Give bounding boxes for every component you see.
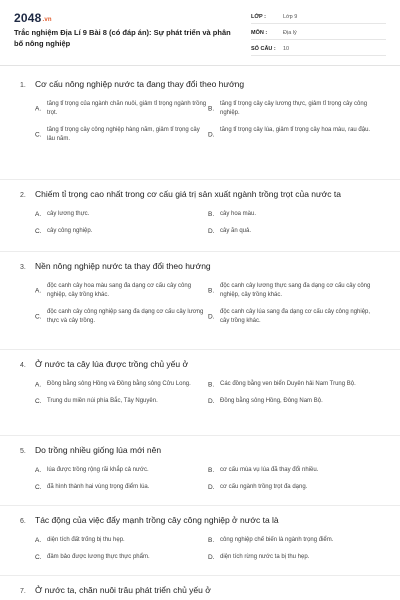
logo-tld: .vn (42, 17, 52, 23)
question-3 (0, 252, 400, 350)
site-logo[interactable] (14, 11, 52, 25)
question-6 (0, 506, 400, 576)
page-title: Trắc nghiệm Địa Lí 9 Bài 8 (có đáp án): Sự phát triển và phân bố nông nghiệp (14, 28, 231, 48)
meta-label: MÔN : (251, 30, 268, 36)
option-text: Đồng bằng sông Hồng, Đông Nam Bộ. (220, 398, 323, 404)
option-c[interactable] (35, 308, 208, 326)
option-text: cây hoa màu. (220, 211, 257, 217)
logo-main: 2048 (14, 11, 42, 25)
option-a[interactable] (35, 210, 208, 219)
option-letter: B. (208, 105, 215, 113)
question-number: 2. (20, 192, 26, 199)
option-letter: C. (35, 313, 42, 321)
option-letter: A. (35, 287, 42, 295)
option-text: Các đồng bằng ven biển Duyên hải Nam Trung Bộ. (220, 381, 356, 387)
option-text: lúa được trồng rộng rãi khắp cả nước. (47, 467, 149, 473)
option-letter: A. (35, 467, 42, 474)
option-letter: A. (35, 537, 42, 544)
option-text: diện tích đất trống bị thu hẹp. (47, 537, 125, 543)
meta-label: SỐ CÂU : (251, 46, 276, 52)
option-letter: C. (35, 131, 42, 139)
option-letter: B. (208, 467, 215, 474)
option-text: Trung du miền núi phía Bắc, Tây Nguyên. (47, 398, 158, 404)
option-a[interactable] (35, 536, 208, 545)
option-letter: D. (208, 313, 215, 321)
option-text: Đồng bằng sông Hồng và Đồng bằng sông Cửu Long. (47, 381, 191, 387)
option-letter: A. (35, 211, 42, 218)
option-a[interactable] (35, 466, 208, 475)
option-text: tăng tỉ trọng của ngành chăn nuôi, giảm tỉ trọng ngành trồng trọt. (47, 101, 207, 116)
meta-row-count (251, 43, 386, 56)
question-list (0, 76, 400, 600)
meta-value: Lớp 9 (283, 14, 298, 20)
option-d[interactable] (208, 308, 381, 326)
meta-row-class (251, 11, 386, 24)
question-text: Tác động của việc đẩy mạnh trồng cây công nghiệp ở nước ta là (35, 515, 279, 525)
option-letter: B. (208, 287, 215, 295)
page-header (0, 0, 400, 66)
option-c[interactable] (35, 483, 208, 492)
meta-table (251, 11, 386, 59)
option-c[interactable] (35, 126, 208, 144)
option-letter: C. (35, 398, 42, 405)
option-letter: C. (35, 554, 42, 561)
option-letter: D. (208, 228, 215, 235)
question-7 (0, 576, 400, 600)
meta-value: Địa lý (283, 30, 297, 36)
option-text: độc canh cây lương thực sang đa dạng cơ cấu cây công nghiệp, cây trồng khác. (220, 283, 371, 298)
option-letter: D. (208, 554, 215, 561)
option-d[interactable] (208, 227, 381, 236)
option-b[interactable] (208, 380, 381, 389)
option-d[interactable] (208, 553, 381, 562)
option-d[interactable] (208, 397, 381, 406)
option-a[interactable] (35, 100, 208, 118)
option-letter: A. (35, 105, 42, 113)
question-number: 4. (20, 362, 26, 369)
option-b[interactable] (208, 536, 381, 545)
question-text: Ở nước ta cây lúa được trồng chủ yếu ở (35, 359, 189, 369)
option-c[interactable] (35, 397, 208, 406)
option-text: tăng tỉ trọng cây công nghiệp hàng năm, giảm tỉ trọng cây lâu năm. (47, 127, 200, 142)
question-5 (0, 436, 400, 506)
option-text: đảm bảo được lương thực thực phẩm. (47, 554, 150, 560)
question-text: Chiếm tỉ trọng cao nhất trong cơ cấu giá trị sản xuất ngành trồng trọt của nước ta (35, 189, 342, 199)
question-text: Do trồng nhiều giống lúa mới nên (35, 445, 162, 455)
option-text: công nghiệp chế biến là ngành trọng điểm. (220, 537, 334, 543)
option-text: cây ăn quả. (220, 228, 252, 234)
option-letter: B. (208, 537, 215, 544)
option-b[interactable] (208, 100, 381, 118)
option-c[interactable] (35, 227, 208, 236)
option-d[interactable] (208, 483, 381, 492)
option-b[interactable] (208, 466, 381, 475)
option-letter: D. (208, 398, 215, 405)
question-number: 3. (20, 264, 26, 271)
option-b[interactable] (208, 210, 381, 219)
question-number: 6. (20, 518, 26, 525)
option-text: tăng tỉ trọng cây lúa, giảm tỉ trọng cây hoa màu, rau đậu. (220, 127, 371, 133)
question-text: Cơ cấu nông nghiệp nước ta đang thay đổi theo hướng (35, 79, 245, 89)
option-text: tăng tỉ trọng cây cây lương thực, giảm tỉ trọng cây công nghiệp. (220, 101, 368, 116)
option-d[interactable] (208, 126, 381, 144)
option-text: độc canh cây công nghiệp sang đa dạng cơ cấu cây lương thực và cây trồng. (47, 309, 204, 324)
option-letter: C. (35, 228, 42, 235)
option-text: cơ cấu ngành trồng trọt đa dạng. (220, 484, 308, 490)
option-letter: D. (208, 131, 215, 139)
option-a[interactable] (35, 380, 208, 389)
meta-value: 10 (283, 46, 290, 52)
question-number: 1. (20, 82, 26, 89)
option-text: độc canh cây hoa màu sang đa dạng cơ cấu cây công nghiệp, cây trồng khác. (47, 283, 192, 298)
option-letter: B. (208, 381, 215, 388)
option-letter: A. (35, 381, 42, 388)
option-letter: C. (35, 484, 42, 491)
option-text: cây công nghiệp. (47, 228, 93, 234)
meta-row-subject (251, 27, 386, 40)
option-letter: D. (208, 484, 215, 491)
option-text: diện tích rừng nước ta bị thu hẹp. (220, 554, 310, 560)
question-number: 7. (20, 588, 26, 595)
question-2 (0, 180, 400, 252)
question-text: Nền nông nghiệp nước ta thay đổi theo hướng (35, 261, 211, 271)
option-b[interactable] (208, 282, 381, 300)
option-a[interactable] (35, 282, 208, 300)
option-text: cơ cấu mùa vụ lúa đã thay đổi nhiều. (220, 467, 319, 473)
question-text: Ở nước ta, chăn nuôi trâu phát triển chủ yếu ở (35, 585, 211, 595)
option-letter: B. (208, 211, 215, 218)
question-4 (0, 350, 400, 436)
option-text: đã hình thành hai vùng trọng điểm lúa. (47, 484, 150, 490)
option-text: cây lương thực. (47, 211, 90, 217)
question-number: 5. (20, 448, 26, 455)
option-text: độc canh cây lúa sang đa dạng cơ cấu cây công nghiệp, cây trồng khác. (220, 309, 371, 324)
option-c[interactable] (35, 553, 208, 562)
meta-label: LỚP : (251, 14, 266, 20)
question-1 (0, 76, 400, 180)
